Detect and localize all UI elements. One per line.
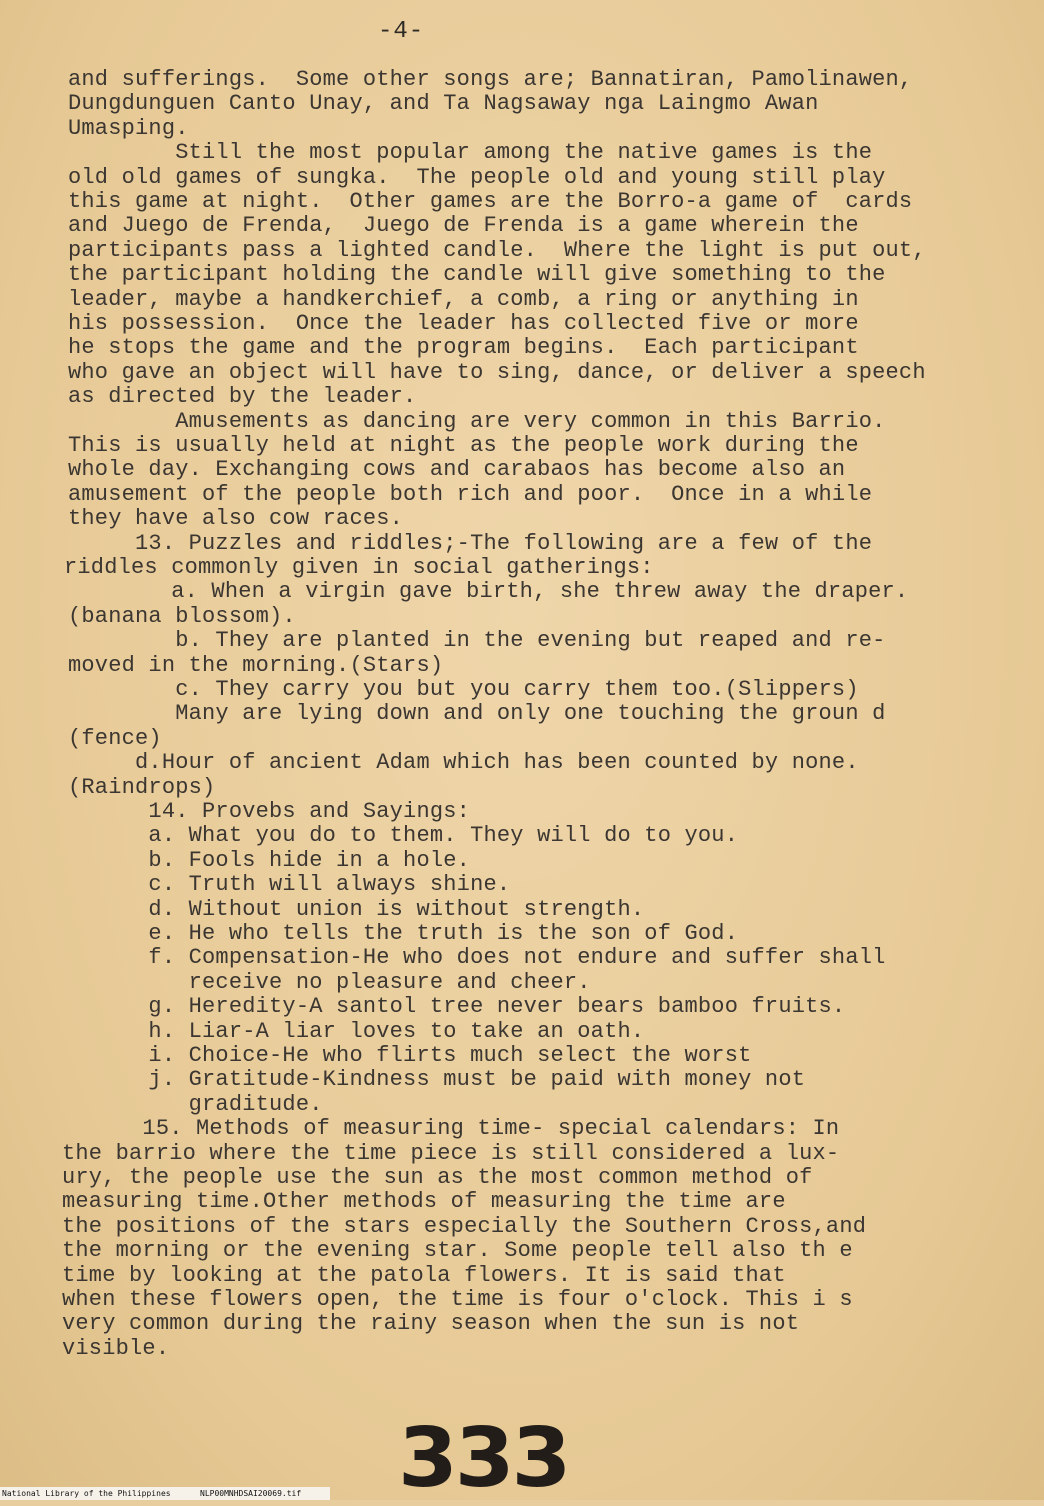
- text-line: c. They carry you but you carry them too.(Slippers): [68, 677, 859, 702]
- text-line: (banana blossom).: [68, 604, 296, 629]
- text-line: who gave an object will have to sing, dance, or deliver a speech: [68, 360, 926, 385]
- text-line: c. Truth will always shine.: [68, 872, 511, 897]
- text-line: old old games of sungka. The people old and young still play: [68, 165, 886, 190]
- text-line: Umasping.: [68, 116, 189, 141]
- text-line: i. Choice-He who flirts much select the worst: [68, 1043, 752, 1068]
- footer-file-id: NLP00MNHDSAI20069.tif: [200, 1489, 302, 1498]
- text-line: the participant holding the candle will give something to the: [68, 262, 886, 287]
- text-line: f. Compensation-He who does not endure and suffer shall: [68, 945, 886, 970]
- text-line: graditude.: [68, 1092, 323, 1117]
- text-line: when these flowers open, the time is four o'clock. This i s: [62, 1287, 853, 1312]
- text-line: receive no pleasure and cheer.: [68, 970, 591, 995]
- text-line: participants pass a lighted candle. Where the light is put out,: [68, 238, 926, 263]
- text-line: j. Gratitude-Kindness must be paid with money not: [68, 1067, 806, 1092]
- text-line: as directed by the leader.: [68, 384, 417, 409]
- text-line: d.Hour of ancient Adam which has been counted by none.: [68, 750, 859, 775]
- text-line: Still the most popular among the native games is the: [68, 140, 873, 165]
- text-line: very common during the rainy season when the sun is not: [62, 1311, 800, 1336]
- text-line: (Raindrops): [68, 775, 216, 800]
- text-line: riddles commonly given in social gatherings:: [64, 555, 654, 580]
- text-line: ury, the people use the sun as the most common method of: [62, 1165, 813, 1190]
- text-line: Amusements as dancing are very common in this Barrio.: [68, 409, 886, 434]
- text-line: h. Liar-A liar loves to take an oath.: [68, 1019, 645, 1044]
- text-line: moved in the morning.(Stars): [68, 653, 444, 678]
- text-line: measuring time.Other methods of measuring the time are: [62, 1189, 786, 1214]
- text-line: the positions of the stars especially the Southern Cross,and: [62, 1214, 867, 1239]
- text-line: the barrio where the time piece is still considered a lux-: [62, 1141, 840, 1166]
- page-number: -4-: [378, 18, 425, 45]
- text-line: time by looking at the patola flowers. It is said that: [62, 1263, 786, 1288]
- text-line: this game at night. Other games are the Borro-a game of cards: [68, 189, 913, 214]
- text-line: whole day. Exchanging cows and carabaos has become also an: [68, 457, 846, 482]
- stamped-page-number: 333: [397, 1411, 569, 1506]
- text-line: Dungdunguen Canto Unay, and Ta Nagsaway nga Laingmo Awan: [68, 91, 819, 116]
- text-line: and sufferings. Some other songs are; Bannatiran, Pamolinawen,: [68, 67, 913, 92]
- text-line: b. Fools hide in a hole.: [68, 848, 471, 873]
- footer-library: National Library of the Philippines: [2, 1489, 171, 1498]
- text-line: 13. Puzzles and riddles;-The following are a few of the: [68, 531, 873, 556]
- text-line: a. What you do to them. They will do to you.: [68, 823, 739, 848]
- text-line: d. Without union is without strength.: [68, 897, 645, 922]
- text-line: visible.: [62, 1336, 170, 1361]
- text-line: he stops the game and the program begins. Each participant: [68, 335, 859, 360]
- text-line: Many are lying down and only one touching the groun d: [68, 701, 886, 726]
- text-line: his possession. Once the leader has collected five or more: [68, 311, 859, 336]
- text-line: leader, maybe a handkerchief, a comb, a ring or anything in: [68, 287, 859, 312]
- text-line: the morning or the evening star. Some people tell also th e: [62, 1238, 853, 1263]
- text-line: 14. Provebs and Sayings:: [68, 799, 471, 824]
- text-line: amusement of the people both rich and poor. Once in a while: [68, 482, 873, 507]
- text-line: a. When a virgin gave birth, she threw away the draper.: [64, 579, 909, 604]
- text-line: (fence): [68, 726, 162, 751]
- text-line: This is usually held at night as the people work during the: [68, 433, 859, 458]
- text-line: e. He who tells the truth is the son of God.: [68, 921, 739, 946]
- text-line: and Juego de Frenda, Juego de Frenda is a game wherein the: [68, 213, 859, 238]
- text-line: g. Heredity-A santol tree never bears bamboo fruits.: [68, 994, 846, 1019]
- text-line: 15. Methods of measuring time- special calendars: In: [62, 1116, 840, 1141]
- text-line: they have also cow races.: [68, 506, 404, 531]
- text-line: b. They are planted in the evening but reaped and re-: [68, 628, 886, 653]
